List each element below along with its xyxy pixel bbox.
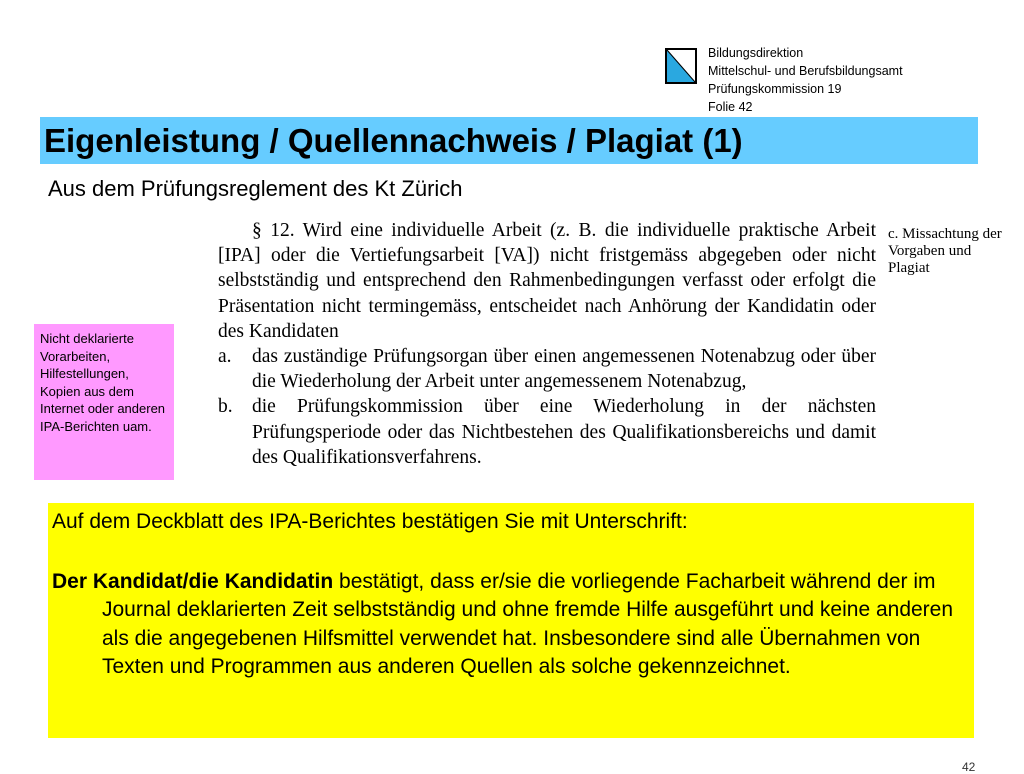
declaration-box bbox=[48, 503, 974, 738]
declaration-text bbox=[52, 568, 970, 682]
zurich-canton-logo bbox=[665, 48, 697, 84]
declaration-heading: Auf dem Deckblatt des IPA-Berichtes bestätigen Sie mit Unterschrift: bbox=[52, 510, 688, 533]
item-label: a. bbox=[218, 346, 232, 368]
org-line-office: Mittelschul- und Berufsbildungsamt bbox=[708, 64, 903, 78]
item-text: das zuständige Prüfungsorgan über einen angemessenen Notenabzug oder über die Wiederholung der Arbeit unter angemessenem Notenabzug, bbox=[252, 346, 876, 393]
organization-header bbox=[708, 44, 903, 116]
item-label: b. bbox=[218, 396, 233, 418]
slide-number-label: Folie 42 bbox=[708, 100, 753, 114]
margin-note: c. Missachtung der Vorgaben und Plagiat bbox=[888, 226, 1002, 276]
org-line-commission: Prüfungskommission 19 bbox=[708, 82, 842, 96]
slide-title: Eigenleistung / Quellennachweis / Plagiat (1) bbox=[44, 122, 743, 159]
declaration-subject: Der Kandidat/die Kandidatin bbox=[52, 569, 334, 593]
declaration-body: bestätigt, dass er/sie die vorliegende Facharbeit während der im Journal deklarierten Zeit selbstständig und ohne fremde Hilfe ausgeführt und keine anderen als die angegebenen Hilfsmittel verwendet hat. Insbesondere sind alle Übernahmen von Texten und Programmen aus anderen Quellen als solche gekennzeichnet. bbox=[102, 569, 954, 678]
item-text: die Prüfungskommission über eine Wiederholung in der nächsten Prüfungsperiode oder das Nichtbestehen des Qualifikationsbereichs und damit des Qualifikationsverfahrens. bbox=[252, 396, 876, 468]
slide-subtitle: Aus dem Prüfungsreglement des Kt Zürich bbox=[48, 176, 463, 201]
regulation-item-b bbox=[218, 394, 876, 470]
regulation-paragraph: § 12. Wird eine individuelle Arbeit (z. B. die individuelle praktische Arbeit [IPA] oder die Vertiefungsarbeit [VA]) nicht fristgemäss abgegeben oder nicht selbstständig und entsprechend den Rahmenbedingungen verfasst oder erfolgt die Präsentation nicht termingemäss, entscheidet nach Anhörung der Kandidatin oder des Kandidaten bbox=[218, 220, 876, 342]
org-line-directorate: Bildungsdirektion bbox=[708, 46, 804, 60]
regulation-excerpt bbox=[218, 218, 876, 470]
regulation-item-a bbox=[218, 344, 876, 394]
plagiarism-examples-note: Nicht deklarierte Vorarbeiten, Hilfestellungen, Kopien aus dem Internet oder anderen IPA-Berichten uam. bbox=[34, 324, 174, 480]
page-number: 42 bbox=[962, 760, 976, 774]
spacer bbox=[52, 537, 970, 568]
